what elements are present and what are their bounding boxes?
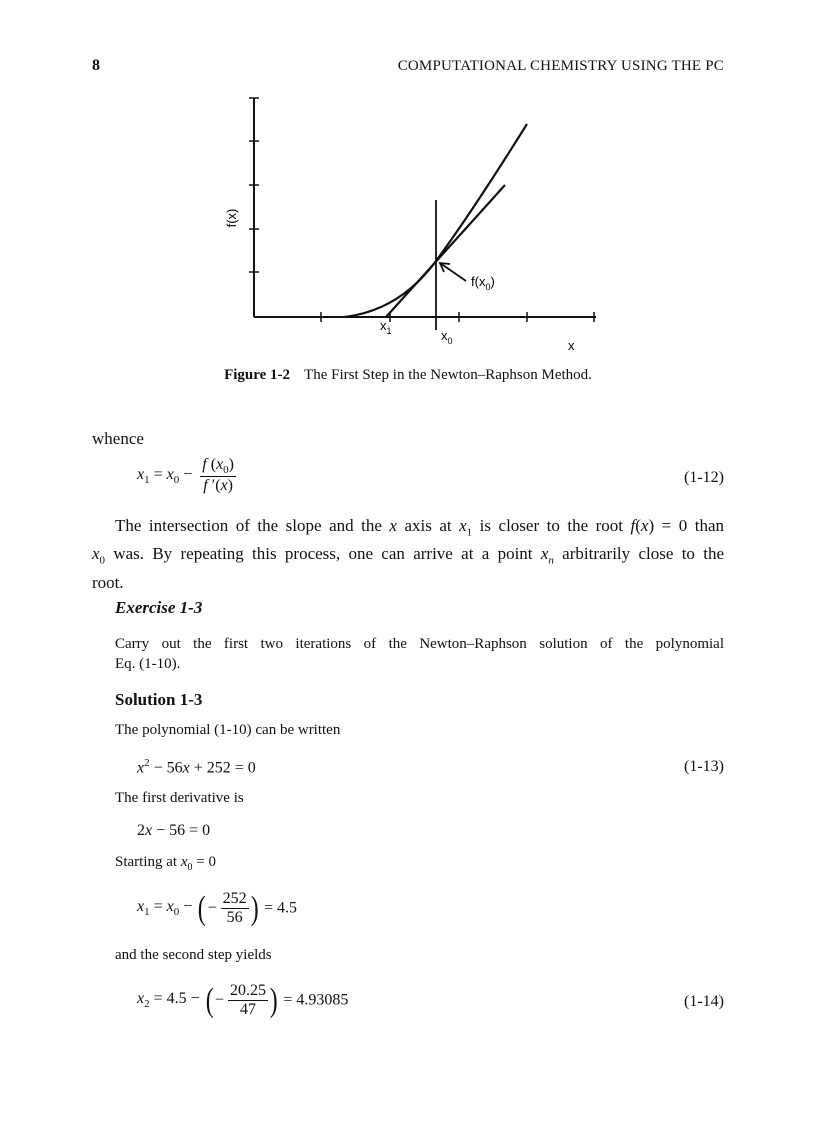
step2-numerator: 20.25: [230, 982, 267, 999]
starting-text: Starting at $x_0 = 0$: [115, 854, 216, 873]
x-axis-label: x: [568, 338, 575, 353]
x1-label: $x_1$: [380, 318, 392, 336]
x0-label: $x_0$: [441, 328, 453, 346]
page-number: 8: [92, 57, 100, 74]
equation-1-13: $x^2 - 56x + 252 = 0$: [137, 757, 256, 777]
exercise-text: Carry out the first two iterations of the Newton–Raphson solution of the polynomial Eq. (1-10).: [115, 636, 724, 672]
equation-1-12: $x_1 = x_0$ − $\frac{f (x_0)}{f '(x)}$: [137, 456, 234, 495]
arrow-icon: [440, 263, 466, 281]
equation-number-1-13: (1-13): [684, 758, 724, 775]
solution-heading: Solution 1-3: [115, 690, 203, 709]
caption-text: The First Step in the Newton–Raphson Method.: [304, 367, 592, 383]
tangent-line: [386, 185, 505, 317]
step1-equation: $x_1 = x_0$ − ( − $\frac{252}{56}$ ) = 4.5: [137, 889, 297, 927]
step2-result: = 4.93085: [283, 991, 349, 1009]
y-axis-label: f(x): [224, 208, 239, 228]
polynomial-intro: The polynomial (1-10) can be written: [115, 722, 341, 738]
equation-number-1-14: (1-14): [684, 993, 724, 1010]
derivative-intro: The first derivative is: [115, 790, 244, 806]
step1-denominator: 56: [221, 908, 249, 927]
whence-text: whence: [92, 429, 144, 448]
second-step-text: and the second step yields: [115, 947, 272, 963]
figure-caption: [0, 367, 816, 384]
caption-label: Figure 1-2: [224, 367, 291, 383]
step2-denominator: 47: [228, 1000, 268, 1019]
step1-result: = 4.5: [263, 899, 297, 917]
equation-number-1-12: (1-12): [684, 469, 724, 486]
equation-1-14: $x_2 = 4.5$ − ( − $\frac{20.25}{47}$ ) = 4.93085: [137, 981, 349, 1019]
f-x0-label: $f(x_0)$: [471, 274, 495, 292]
intersection-paragraph: The intersection of the slope and the x axis at $x_1$ is closer to the root f(x) = 0 than $x_0$ was. By repeating this process, one can arrive at a point $x_n$ arbitrarily close to the root.: [92, 516, 725, 592]
derivative-equation: 2x − 56 = 0: [137, 822, 211, 839]
step1-numerator: 252: [222, 890, 247, 907]
exercise-heading: Exercise 1-3: [115, 598, 203, 617]
newton-raphson-figure: [0, 0, 816, 400]
running-title: COMPUTATIONAL CHEMISTRY USING THE PC: [397, 58, 724, 74]
